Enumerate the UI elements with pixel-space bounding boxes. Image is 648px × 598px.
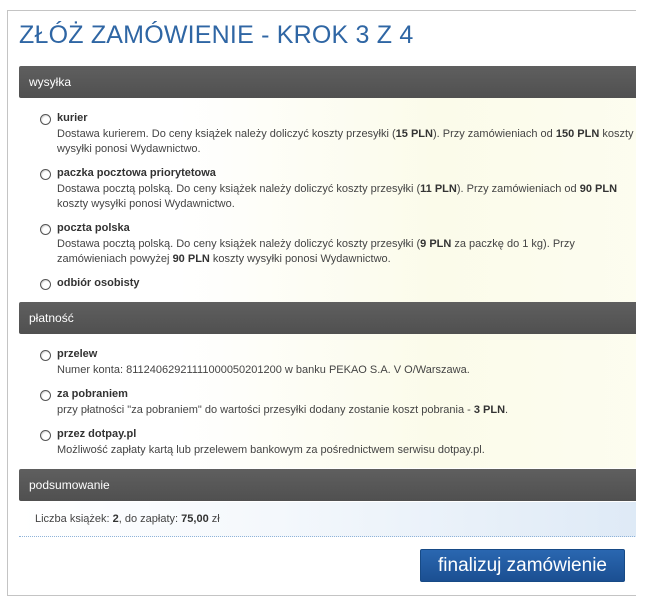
books-count-value: 2 (112, 513, 119, 525)
radio-przelew[interactable] (40, 350, 51, 361)
radio-pickup[interactable] (40, 279, 51, 290)
shipping-option-label: poczta polska (57, 222, 130, 234)
books-count-label: Liczba książek: (35, 513, 113, 525)
summary-section-header: podsumowanie (19, 469, 636, 501)
radio-kurier[interactable] (40, 114, 51, 125)
payment-section-header: płatność (19, 302, 636, 334)
order-frame (7, 10, 636, 596)
order-summary (19, 502, 636, 537)
payment-options-panel (19, 334, 636, 468)
shipping-option-label: paczka pocztowa priorytetowa (57, 167, 216, 179)
shipping-option-label: odbiór osobisty (57, 277, 140, 289)
payment-option-description: przy płatności "za pobraniem" do wartości przesyłki dodany zostanie koszt pobrania - 3 PLN. (57, 404, 509, 416)
shipping-option-description: Dostawa kurierem. Do ceny książek należy doliczyć koszty przesyłki (15 PLN). Przy zamówieniach od 150 PLN koszty wysyłki ponosi Wydawnictwo. (57, 128, 634, 155)
radio-cod[interactable] (40, 390, 51, 401)
finalize-order-button[interactable]: finalizuj zamówienie (420, 549, 625, 582)
payment-option-label: przez dotpay.pl (57, 428, 137, 440)
payment-option-description: Numer konta: 81124062921111000050201200 w banku PEKAO S.A. V O/Warszawa. (57, 364, 470, 376)
shipping-option-label: kurier (57, 112, 88, 124)
page-title: ZŁÓŻ ZAMÓWIENIE - KROK 3 Z 4 (19, 21, 414, 49)
amount-label: , do zapłaty: (118, 513, 182, 525)
payment-option-label: przelew (57, 348, 98, 360)
shipping-option-description: Dostawa pocztą polską. Do ceny książek należy doliczyć koszty przesyłki (11 PLN). Przy zamówieniach od 90 PLN koszty wysyłki ponosi Wydawnictwo. (57, 183, 618, 210)
shipping-options-panel (19, 98, 636, 303)
payment-option-label: za pobraniem (57, 388, 128, 400)
radio-priority[interactable] (40, 169, 51, 180)
radio-dotpay[interactable] (40, 430, 51, 441)
payment-option-description: Możliwość zapłaty kartą lub przelewem bankowym za pośrednictwem serwisu dotpay.pl. (57, 444, 485, 456)
amount-value: 75,00 (181, 513, 209, 525)
shipping-section-header: wysyłka (19, 66, 636, 98)
shipping-option-description: Dostawa pocztą polską. Do ceny książek należy doliczyć koszty przesyłki (9 PLN za paczkę do 1 kg). Przy zamówieniach powyżej 90 PLN koszty wysyłki ponosi Wydawnictwo. (57, 238, 575, 265)
currency-label: zł (208, 513, 220, 525)
radio-poczta[interactable] (40, 224, 51, 235)
